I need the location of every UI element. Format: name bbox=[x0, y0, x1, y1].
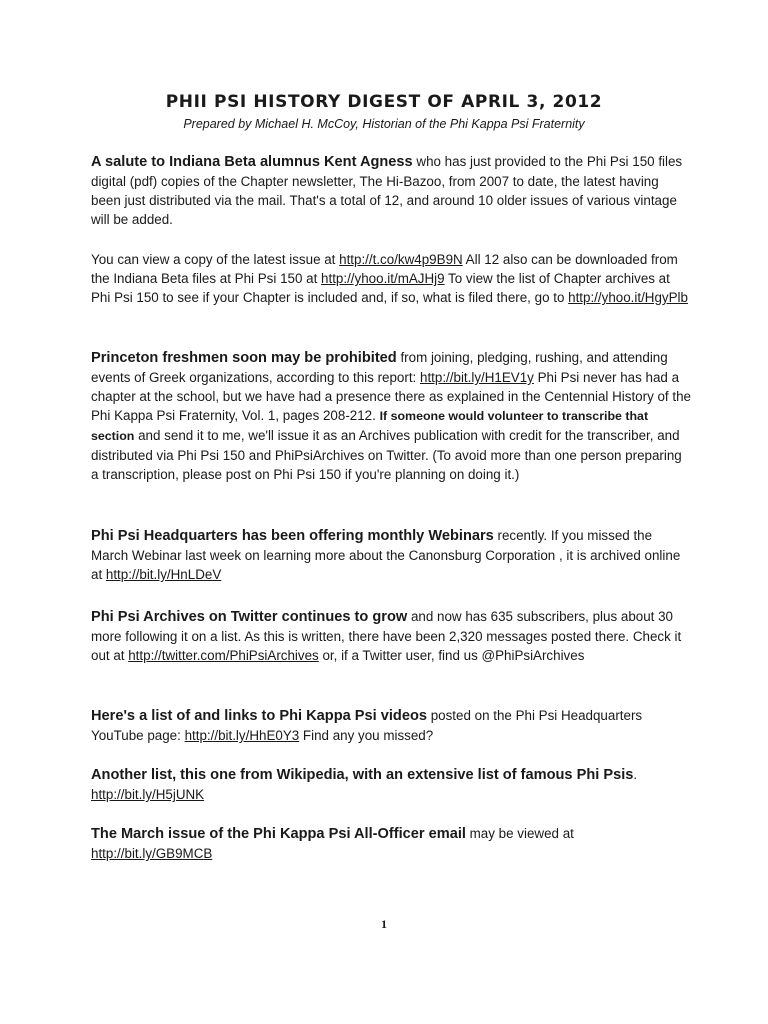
link-twitter-archives[interactable]: http://twitter.com/PhiPsiArchives bbox=[128, 648, 319, 663]
page-title: PHII PSI HISTORY DIGEST OF APRIL 3, 2012 bbox=[165, 92, 603, 112]
paragraph-wikipedia bbox=[91, 765, 691, 804]
paragraph-lead: Phi Psi Archives on Twitter continues to grow bbox=[91, 609, 408, 625]
link-wikipedia-list[interactable]: http://bit.ly/H5jUNK bbox=[91, 787, 205, 802]
link-youtube-videos[interactable]: http://bit.ly/HhE0Y3 bbox=[184, 728, 300, 743]
paragraph-lead: The March issue of the Phi Kappa Psi All-Officer email bbox=[91, 826, 466, 842]
paragraph-text: Find any you missed? bbox=[299, 728, 434, 743]
link-webinar-archive[interactable]: http://bit.ly/HnLDeV bbox=[105, 567, 222, 582]
paragraph-kent-agness bbox=[91, 152, 691, 229]
paragraph-text: All 12 also can be downloaded from the Indiana Beta files at Phi Psi 150 at bbox=[91, 252, 678, 286]
paragraph-twitter bbox=[91, 607, 691, 665]
paragraph-lead: Here's a list of and links to Phi Kappa Psi videos bbox=[91, 708, 427, 724]
paragraph-text: Phi Psi never has had a chapter at the school, but we have had a presence there as explained in the Centennial History of the Phi Kappa Psi Fraternity, Vol. 1, pages 208-212. bbox=[91, 370, 691, 423]
paragraph-text: and send it to me, we'll issue it as an Archives publication with credit for the transcriber, and distributed via Phi Psi 150 and PhiPsiArchives on Twitter. (To avoid more than one person preparing a transcription, please post on Phi Psi 150 if you're planning on doing it.) bbox=[91, 428, 682, 482]
paragraph-lead: Phi Psi Headquarters has been offering monthly Webinars bbox=[91, 528, 494, 544]
paragraph-text: To view the list of Chapter archives at Phi Psi 150 to see if your Chapter is included and, if so, what is filed there, go to bbox=[91, 271, 670, 305]
paragraph-webinars bbox=[91, 526, 691, 584]
paragraph-text: and now has 635 subscribers, plus about 30 more following it on a list. As this is written, there have been 2,320 messages posted there. Check it out at bbox=[91, 609, 682, 663]
paragraph-lead: A salute to Indiana Beta alumnus Kent Agness bbox=[91, 154, 413, 170]
paragraph-text: posted on the Phi Psi Headquarters YouTube page: bbox=[91, 708, 643, 743]
paragraph-lead: Princeton freshmen soon may be prohibited bbox=[91, 350, 397, 366]
page-subtitle: Prepared by Michael H. McCoy, Historian of the Phi Kappa Psi Fraternity bbox=[183, 117, 585, 131]
paragraph-all-officer-email bbox=[91, 824, 691, 863]
link-all-officer-email[interactable]: http://bit.ly/GB9MCB bbox=[91, 846, 213, 861]
paragraph-text: . bbox=[633, 767, 638, 782]
paragraph-princeton bbox=[91, 348, 691, 484]
paragraph-text: may be viewed at bbox=[465, 826, 574, 841]
link-princeton-report[interactable]: http://bit.ly/H1EV1y bbox=[420, 370, 534, 385]
paragraph-latest-issue bbox=[91, 250, 691, 307]
paragraph-text: or, if a Twitter user, find us @PhiPsiArchives bbox=[318, 648, 585, 663]
paragraph-text: from joining, pledging, rushing, and attending events of Greek organizations, according to this report: bbox=[91, 350, 668, 385]
paragraph-text: You can view a copy of the latest issue at bbox=[91, 252, 340, 267]
paragraph-text: who has just provided to the Phi Psi 150 files digital (pdf) copies of the Chapter newsletter, The Hi-Bazoo, from 2007 to date, the latest having been just distributed via the mail. That's a total of 12, and around 10 older issues of various vintage will be added. bbox=[91, 154, 683, 227]
page-number: 1 bbox=[381, 917, 387, 931]
paragraph-lead: If someone would volunteer to transcribe that section bbox=[91, 409, 649, 443]
paragraph-videos bbox=[91, 706, 691, 745]
paragraph-lead: Another list, this one from Wikipedia, with an extensive list of famous Phi Psis bbox=[91, 767, 634, 783]
link-chapter-archives[interactable]: http://yhoo.it/HgyPlb bbox=[568, 290, 688, 305]
link-latest-issue[interactable]: http://t.co/kw4p9B9N bbox=[339, 252, 463, 267]
link-indiana-beta-files[interactable]: http://yhoo.it/mAJHj9 bbox=[321, 271, 445, 286]
paragraph-text: recently. If you missed the March Webinar last week on learning more about the Canonsburg Corporation , it is archived online at bbox=[91, 528, 681, 582]
